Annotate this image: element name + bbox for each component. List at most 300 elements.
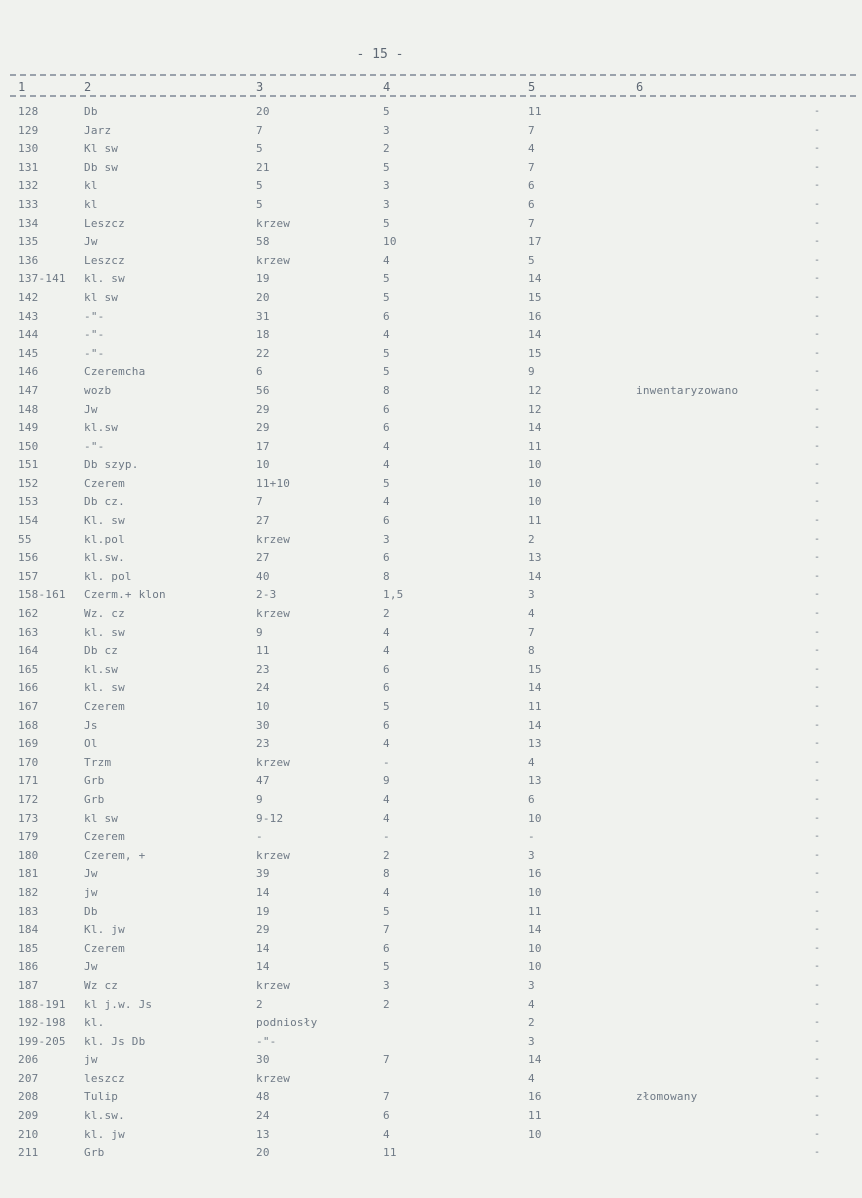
status-mark-cell: - <box>814 422 821 434</box>
row-number-cell: 172 <box>18 792 39 806</box>
diameter-cell: 18 <box>256 328 270 342</box>
status-mark-cell: - <box>814 459 821 471</box>
species-cell: jw <box>84 885 98 899</box>
species-cell: Kl sw <box>84 142 119 156</box>
table-row <box>0 419 862 438</box>
row-number-cell: 128 <box>18 105 39 118</box>
table-row <box>0 531 862 550</box>
height-cell: 5 <box>383 904 390 918</box>
diameter-cell: 29 <box>256 923 270 937</box>
row-number-cell: 192-198 <box>18 1016 66 1030</box>
species-cell: Db <box>84 904 98 918</box>
diameter-cell: 24 <box>256 1109 270 1123</box>
diameter-cell: 20 <box>256 105 270 118</box>
table-row <box>0 1033 862 1052</box>
species-cell: Db cz <box>84 644 119 658</box>
diameter-cell: 20 <box>256 290 270 304</box>
row-number-cell: 158-161 <box>18 588 66 602</box>
table-row <box>0 586 862 605</box>
crown-cell: 2 <box>528 532 535 546</box>
diameter-cell: 30 <box>256 718 270 732</box>
row-number-cell: 55 <box>18 532 32 546</box>
crown-cell: - <box>528 830 535 844</box>
crown-cell: 13 <box>528 737 542 751</box>
table-row <box>0 252 862 271</box>
height-cell: 4 <box>383 439 390 453</box>
crown-cell: 13 <box>528 774 542 788</box>
status-mark-cell: - <box>814 384 821 396</box>
height-cell: 5 <box>383 272 390 286</box>
diameter-cell: 30 <box>256 1053 270 1067</box>
species-cell: Leszcz <box>84 253 125 267</box>
table-row <box>0 940 862 959</box>
crown-cell: 12 <box>528 383 542 397</box>
species-cell: kl. <box>84 1016 105 1030</box>
height-cell: 4 <box>383 885 390 899</box>
crown-cell: 10 <box>528 811 542 825</box>
table-row <box>0 1126 862 1145</box>
table-row <box>0 828 862 847</box>
table-row <box>0 289 862 308</box>
row-number-cell: 135 <box>18 235 39 249</box>
crown-cell: 7 <box>528 123 535 137</box>
row-number-cell: 179 <box>18 830 39 844</box>
table-row <box>0 140 862 159</box>
species-cell: kl.pol <box>84 532 125 546</box>
crown-cell: 11 <box>528 439 542 453</box>
diameter-cell: 48 <box>256 1090 270 1104</box>
diameter-cell: -"- <box>256 1034 277 1048</box>
row-number-cell: 157 <box>18 569 39 583</box>
diameter-cell: 22 <box>256 346 270 360</box>
species-cell: jw <box>84 1053 98 1067</box>
header-col-1: 1 <box>18 80 26 94</box>
row-number-cell: 167 <box>18 700 39 713</box>
height-cell: 5 <box>383 105 390 118</box>
table-row <box>0 1088 862 1107</box>
table-row <box>0 215 862 234</box>
table-row <box>0 791 862 810</box>
status-mark-cell: - <box>814 924 821 936</box>
species-cell: -"- <box>84 328 105 342</box>
crown-cell: 15 <box>528 290 542 304</box>
status-mark-cell: - <box>814 143 821 155</box>
crown-cell: 14 <box>528 923 542 937</box>
status-mark-cell: - <box>814 998 821 1010</box>
page-number: - 15 - <box>356 47 404 62</box>
species-cell: Db sw <box>84 160 119 174</box>
status-mark-cell: - <box>814 403 821 415</box>
species-cell: Kl. jw <box>84 923 125 937</box>
status-mark-cell: - <box>814 533 821 545</box>
header-col-3: 3 <box>256 80 264 94</box>
table-row <box>0 865 862 884</box>
height-cell: 6 <box>383 941 390 955</box>
diameter-cell: 11 <box>256 644 270 658</box>
table-row <box>0 568 862 587</box>
species-cell: kl.sw <box>84 662 119 676</box>
row-number-cell: 144 <box>18 328 39 342</box>
height-cell: 7 <box>383 1090 390 1104</box>
crown-cell: 14 <box>528 328 542 342</box>
header-col-6: 6 <box>636 80 644 94</box>
diameter-cell: 19 <box>256 272 270 286</box>
crown-cell: 4 <box>528 607 535 621</box>
table-row <box>0 1014 862 1033</box>
row-number-cell: 184 <box>18 923 39 937</box>
status-mark-cell: - <box>814 515 821 527</box>
diameter-cell: 14 <box>256 941 270 955</box>
species-cell: Tulip <box>84 1090 119 1104</box>
status-mark-cell: - <box>814 106 821 117</box>
status-mark-cell: - <box>814 1072 821 1084</box>
status-mark-cell: - <box>814 961 821 973</box>
crown-cell: 14 <box>528 681 542 695</box>
diameter-cell: 13 <box>256 1127 270 1141</box>
species-cell: kl. pol <box>84 569 132 583</box>
diameter-cell: 5 <box>256 142 263 156</box>
height-cell: 6 <box>383 402 390 416</box>
crown-cell: 6 <box>528 179 535 193</box>
species-cell: kl <box>84 197 98 211</box>
height-cell: 8 <box>383 867 390 881</box>
diameter-cell: 10 <box>256 458 270 472</box>
status-mark-cell: - <box>814 1147 821 1159</box>
status-mark-cell: - <box>814 1110 821 1122</box>
table-row <box>0 326 862 345</box>
table-row <box>0 642 862 661</box>
height-cell: 6 <box>383 662 390 676</box>
diameter-cell: 7 <box>256 123 263 137</box>
height-cell: 4 <box>383 644 390 658</box>
row-number-cell: 181 <box>18 867 39 881</box>
table-row <box>0 958 862 977</box>
crown-cell: 3 <box>528 1034 535 1048</box>
diameter-cell: 58 <box>256 235 270 249</box>
crown-cell: 11 <box>528 1109 542 1123</box>
species-cell: Jw <box>84 867 98 881</box>
species-cell: kl. sw <box>84 272 125 286</box>
row-number-cell: 164 <box>18 644 39 658</box>
species-cell: Trzm <box>84 755 112 769</box>
height-cell: 5 <box>383 960 390 974</box>
status-mark-cell: - <box>814 682 821 694</box>
diameter-cell: 24 <box>256 681 270 695</box>
header-col-2: 2 <box>84 80 92 94</box>
height-cell: 5 <box>383 290 390 304</box>
height-cell: 11 <box>383 1146 397 1160</box>
height-cell: 9 <box>383 774 390 788</box>
height-cell: 4 <box>383 625 390 639</box>
crown-cell: 10 <box>528 458 542 472</box>
row-number-cell: 187 <box>18 978 39 992</box>
row-number-cell: 168 <box>18 718 39 732</box>
height-cell: 10 <box>383 235 397 249</box>
height-cell: 6 <box>383 551 390 565</box>
species-cell: Grb <box>84 792 105 806</box>
table-header <box>0 80 862 96</box>
table-row <box>0 103 862 122</box>
species-cell: kl.sw. <box>84 1109 125 1123</box>
crown-cell: 10 <box>528 495 542 509</box>
height-cell: 2 <box>383 142 390 156</box>
height-cell: 4 <box>383 792 390 806</box>
height-cell: 2 <box>383 848 390 862</box>
table-row <box>0 493 862 512</box>
status-mark-cell: - <box>814 719 821 731</box>
row-number-cell: 169 <box>18 737 39 751</box>
species-cell: kl. jw <box>84 1127 125 1141</box>
table-row <box>0 903 862 922</box>
table-row <box>0 512 862 531</box>
crown-cell: 12 <box>528 402 542 416</box>
status-mark-cell: - <box>814 1017 821 1029</box>
height-cell: 8 <box>383 383 390 397</box>
species-cell: kl <box>84 179 98 193</box>
status-mark-cell: - <box>814 273 821 285</box>
crown-cell: 16 <box>528 1090 542 1104</box>
crown-cell: 14 <box>528 718 542 732</box>
status-mark-cell: - <box>814 608 821 620</box>
row-number-cell: 162 <box>18 607 39 621</box>
height-cell: 6 <box>383 309 390 323</box>
species-cell: -"- <box>84 309 105 323</box>
row-number-cell: 131 <box>18 160 39 174</box>
species-cell: Czeremcha <box>84 365 146 379</box>
diameter-cell: 23 <box>256 737 270 751</box>
table-row <box>0 233 862 252</box>
species-cell: Jw <box>84 235 98 249</box>
height-cell: 1,5 <box>383 588 404 602</box>
height-cell: 8 <box>383 569 390 583</box>
status-mark-cell: - <box>814 812 821 824</box>
status-mark-cell: - <box>814 738 821 750</box>
species-cell: kl sw <box>84 811 119 825</box>
row-number-cell: 133 <box>18 197 39 211</box>
diameter-cell: 9-12 <box>256 811 284 825</box>
species-cell: Wz. cz <box>84 607 125 621</box>
crown-cell: 6 <box>528 792 535 806</box>
table-row <box>0 549 862 568</box>
row-number-cell: 137-141 <box>18 272 66 286</box>
remarks-cell: złomowany <box>636 1090 698 1104</box>
diameter-cell: krzew <box>256 216 291 230</box>
row-number-cell: 199-205 <box>18 1034 66 1048</box>
row-number-cell: 182 <box>18 885 39 899</box>
species-cell: -"- <box>84 439 105 453</box>
status-mark-cell: - <box>814 124 821 136</box>
species-cell: Db <box>84 105 98 118</box>
row-number-cell: 156 <box>18 551 39 565</box>
height-cell: 5 <box>383 700 390 713</box>
table-row <box>0 735 862 754</box>
diameter-cell: 9 <box>256 792 263 806</box>
row-number-cell: 209 <box>18 1109 39 1123</box>
crown-cell: 11 <box>528 105 542 118</box>
table-row <box>0 977 862 996</box>
crown-cell: 13 <box>528 551 542 565</box>
species-cell: Czerem <box>84 941 125 955</box>
crown-cell: 10 <box>528 960 542 974</box>
row-number-cell: 145 <box>18 346 39 360</box>
crown-cell: 3 <box>528 588 535 602</box>
crown-cell: 10 <box>528 885 542 899</box>
row-number-cell: 173 <box>18 811 39 825</box>
crown-cell: 3 <box>528 848 535 862</box>
crown-cell: 4 <box>528 1071 535 1085</box>
table-row <box>0 605 862 624</box>
diameter-cell: 5 <box>256 179 263 193</box>
table-row <box>0 884 862 903</box>
header-col-4: 4 <box>383 80 391 94</box>
diameter-cell: - <box>256 830 263 844</box>
species-cell: Jarz <box>84 123 112 137</box>
header-col-5: 5 <box>528 80 536 94</box>
status-mark-cell: - <box>814 329 821 341</box>
status-mark-cell: - <box>814 310 821 322</box>
status-mark-cell: - <box>814 942 821 954</box>
table-row <box>0 1051 862 1070</box>
status-mark-cell: - <box>814 496 821 508</box>
diameter-cell: 39 <box>256 867 270 881</box>
species-cell: kl.sw <box>84 421 119 435</box>
table-row <box>0 679 862 698</box>
height-cell: 4 <box>383 737 390 751</box>
status-mark-cell: - <box>814 701 821 712</box>
status-mark-cell: - <box>814 1035 821 1047</box>
table-row <box>0 270 862 289</box>
crown-cell: 3 <box>528 978 535 992</box>
crown-cell: 11 <box>528 514 542 528</box>
crown-cell: 14 <box>528 421 542 435</box>
height-cell: 3 <box>383 532 390 546</box>
status-mark-cell: - <box>814 440 821 452</box>
table-row <box>0 401 862 420</box>
crown-cell: 11 <box>528 904 542 918</box>
status-mark-cell: - <box>814 1054 821 1066</box>
diameter-cell: krzew <box>256 532 291 546</box>
diameter-cell: 7 <box>256 495 263 509</box>
row-number-cell: 206 <box>18 1053 39 1067</box>
row-number-cell: 148 <box>18 402 39 416</box>
crown-cell: 9 <box>528 365 535 379</box>
table-row <box>0 363 862 382</box>
diameter-cell: 47 <box>256 774 270 788</box>
status-mark-cell: - <box>814 775 821 787</box>
height-cell: 6 <box>383 514 390 528</box>
status-mark-cell: - <box>814 663 821 675</box>
diameter-cell: 29 <box>256 402 270 416</box>
crown-cell: 14 <box>528 569 542 583</box>
status-mark-cell: - <box>814 1128 821 1140</box>
row-number-cell: 186 <box>18 960 39 974</box>
crown-cell: 8 <box>528 644 535 658</box>
height-cell: 5 <box>383 160 390 174</box>
remarks-cell: inwentaryzowano <box>636 383 739 397</box>
species-cell: Czerm.+ klon <box>84 588 166 602</box>
species-cell: Wz cz <box>84 978 119 992</box>
species-cell: Jw <box>84 960 98 974</box>
crown-cell: 14 <box>528 1053 542 1067</box>
row-number-cell: 142 <box>18 290 39 304</box>
row-number-cell: 143 <box>18 309 39 323</box>
status-mark-cell: - <box>814 552 821 564</box>
row-number-cell: 153 <box>18 495 39 509</box>
row-number-cell: 149 <box>18 421 39 435</box>
crown-cell: 2 <box>528 1016 535 1030</box>
height-cell: 2 <box>383 607 390 621</box>
row-number-cell: 208 <box>18 1090 39 1104</box>
table-row <box>0 996 862 1015</box>
status-mark-cell: - <box>814 793 821 805</box>
row-number-cell: 154 <box>18 514 39 528</box>
height-cell: 3 <box>383 978 390 992</box>
row-number-cell: 146 <box>18 365 39 379</box>
row-number-cell: 165 <box>18 662 39 676</box>
row-number-cell: 163 <box>18 625 39 639</box>
diameter-cell: 14 <box>256 885 270 899</box>
species-cell: Czerem <box>84 476 125 490</box>
diameter-cell: 21 <box>256 160 270 174</box>
height-cell: 4 <box>383 1127 390 1141</box>
row-number-cell: 210 <box>18 1127 39 1141</box>
species-cell: leszcz <box>84 1071 125 1085</box>
row-number-cell: 132 <box>18 179 39 193</box>
diameter-cell: 27 <box>256 551 270 565</box>
height-cell: 4 <box>383 458 390 472</box>
table-body <box>0 103 862 1163</box>
status-mark-cell: - <box>814 217 821 229</box>
species-cell: wozb <box>84 383 112 397</box>
height-cell: 4 <box>383 328 390 342</box>
height-cell: 7 <box>383 1053 390 1067</box>
table-row <box>0 847 862 866</box>
diameter-cell: 9 <box>256 625 263 639</box>
row-number-cell: 136 <box>18 253 39 267</box>
table-row <box>0 456 862 475</box>
status-mark-cell: - <box>814 849 821 861</box>
height-cell: 6 <box>383 421 390 435</box>
species-cell: Ol <box>84 737 98 751</box>
table-row <box>0 698 862 717</box>
row-number-cell: 188-191 <box>18 997 66 1011</box>
crown-cell: 16 <box>528 309 542 323</box>
status-mark-cell: - <box>814 291 821 303</box>
height-cell: 5 <box>383 346 390 360</box>
row-number-cell: 134 <box>18 216 39 230</box>
diameter-cell: 10 <box>256 700 270 713</box>
crown-cell: 5 <box>528 253 535 267</box>
status-mark-cell: - <box>814 477 821 489</box>
table-row <box>0 624 862 643</box>
row-number-cell: 180 <box>18 848 39 862</box>
diameter-cell: 17 <box>256 439 270 453</box>
diameter-cell: 27 <box>256 514 270 528</box>
diameter-cell: 11+10 <box>256 476 291 490</box>
species-cell: Db szyp. <box>84 458 139 472</box>
diameter-cell: 23 <box>256 662 270 676</box>
diameter-cell: krzew <box>256 1071 291 1085</box>
crown-cell: 4 <box>528 142 535 156</box>
table-row <box>0 122 862 141</box>
row-number-cell: 147 <box>18 383 39 397</box>
table-row <box>0 345 862 364</box>
crown-cell: 16 <box>528 867 542 881</box>
table-row <box>0 1107 862 1126</box>
table-row <box>0 717 862 736</box>
species-cell: Czerem <box>84 830 125 844</box>
status-mark-cell: - <box>814 756 821 768</box>
